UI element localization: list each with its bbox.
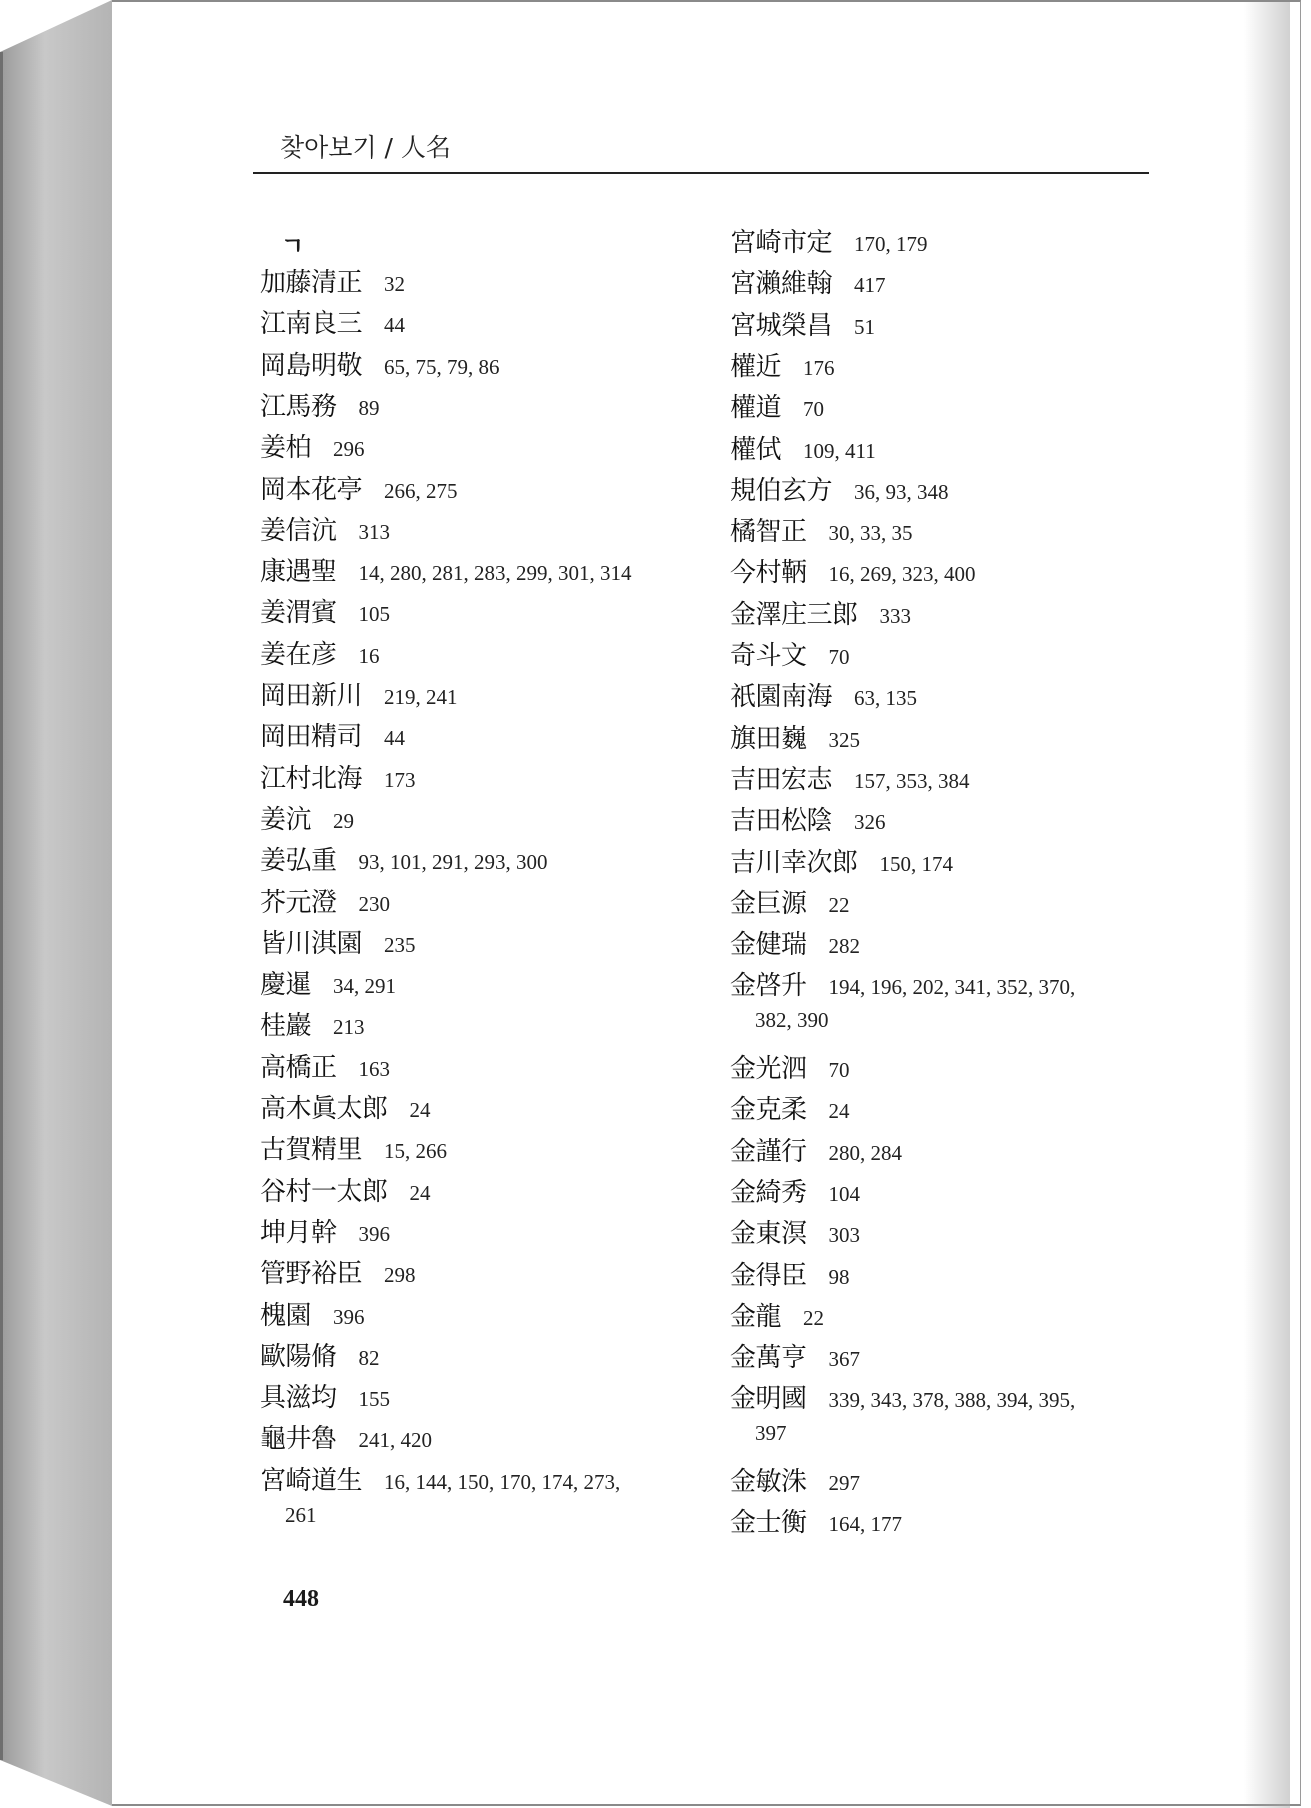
entry-name: 權近 [730, 351, 782, 382]
entry-name: 金萬亨 [730, 1343, 807, 1374]
entry-name: 岡田精司 [260, 722, 363, 753]
entry-pages: 89 [358, 395, 380, 420]
index-entry [260, 1088, 431, 1125]
index-entry [260, 1295, 365, 1332]
entry-name: 姜信沆 [260, 515, 337, 546]
entry-pages: 70 [828, 1058, 850, 1082]
entry-name: 岡田新川 [260, 681, 363, 711]
entry-name: 金健瑞 [730, 930, 807, 961]
entry-name: 岡本花亭 [260, 474, 363, 505]
entry-pages: 219, 241 [384, 685, 458, 709]
entry-name: 金澤庄三郎 [730, 599, 858, 630]
entry-pages: 16 [358, 643, 380, 668]
index-entry [730, 387, 824, 424]
page-edge-shadow [1244, 2, 1290, 1808]
entry-pages: 22 [828, 892, 850, 917]
entry-name: 規伯玄方 [730, 475, 833, 506]
entry-pages: 367 [828, 1347, 861, 1372]
index-entry [260, 551, 632, 588]
entry-name: 金啓升 [730, 971, 807, 1002]
index-entry [730, 470, 949, 507]
page-number: 448 [283, 1586, 319, 1612]
header-rule [253, 172, 1149, 174]
entry-pages: 34, 291 [333, 974, 397, 999]
index-entry [260, 1171, 431, 1208]
entry-pages: 105 [358, 602, 391, 627]
entry-pages: 173 [384, 767, 416, 792]
index-entry [730, 635, 850, 672]
entry-name: 高橋正 [260, 1052, 337, 1083]
index-entry [260, 262, 405, 299]
entry-name: 岡島明敬 [260, 350, 363, 381]
entry-pages: 164, 177 [828, 1512, 903, 1537]
entry-pages: 150, 174 [879, 851, 954, 876]
entry-pages: 16, 144, 150, 170, 174, 273, [384, 1469, 621, 1494]
entry-name: 金明國 [730, 1384, 807, 1415]
index-entry [260, 1253, 416, 1290]
entry-pages: 15, 266 [384, 1139, 448, 1164]
entry-name: 江村北海 [260, 763, 363, 794]
entry-name: 奇斗文 [730, 641, 807, 671]
index-entry [260, 1005, 365, 1042]
entry-pages: 98 [828, 1264, 850, 1289]
index-entry [260, 675, 458, 712]
index-entry [260, 592, 390, 629]
entry-name: 今村鞆 [730, 558, 807, 589]
entry-pages: 396 [358, 1221, 391, 1246]
entry-pages: 30, 33, 35 [828, 521, 913, 546]
entry-name: 姜弘重 [260, 846, 337, 877]
index-entry [730, 1296, 824, 1333]
entry-name: 金龍 [730, 1301, 782, 1332]
entry-name: 加藤清正 [260, 268, 363, 298]
index-entry [730, 305, 875, 342]
index-entry [260, 1336, 380, 1373]
entry-pages: 296 [333, 437, 365, 462]
entry-pages: 104 [828, 1181, 861, 1206]
entry-pages: 44 [384, 726, 406, 751]
entry-pages: 44 [384, 313, 406, 338]
index-entry [260, 345, 500, 382]
entry-name: 姜沆 [260, 804, 312, 835]
book-spine [0, 0, 112, 1806]
index-entry [730, 1131, 902, 1168]
entry-name: 桂巖 [260, 1011, 312, 1042]
entry-pages-continued: 382, 390 [755, 1008, 829, 1033]
entry-pages: 24 [409, 1098, 431, 1122]
entry-pages: 313 [358, 519, 391, 544]
entry-name: 管野裕臣 [260, 1259, 363, 1290]
index-entry [730, 1502, 902, 1539]
entry-name: 皆川淇園 [260, 928, 363, 959]
entry-name: 金謹行 [730, 1136, 807, 1167]
index-entry [730, 1048, 850, 1085]
entry-name: 姜柏 [260, 433, 312, 464]
index-entry [730, 552, 976, 589]
index-entry [730, 1378, 1075, 1446]
entry-name: 金得臣 [730, 1260, 807, 1291]
entry-name: 金東溟 [730, 1219, 807, 1250]
spine-edge [0, 52, 3, 1760]
entry-name: 康遇聖 [260, 557, 337, 588]
index-entry [260, 1212, 390, 1249]
index-entry [730, 429, 876, 466]
entry-name: 古賀精里 [260, 1135, 363, 1166]
entry-pages: 163 [358, 1056, 391, 1081]
index-entry [730, 759, 970, 796]
entry-pages: 32 [384, 272, 406, 296]
entry-pages: 24 [409, 1180, 431, 1205]
entry-pages: 241, 420 [358, 1428, 433, 1453]
entry-pages: 297 [828, 1471, 861, 1495]
entry-name: 金士衡 [730, 1508, 807, 1539]
entry-name: 金綺秀 [730, 1177, 807, 1208]
index-entry [730, 222, 928, 259]
entry-pages: 298 [384, 1263, 416, 1288]
index-entry [730, 676, 917, 713]
entry-name: 金巨源 [730, 888, 807, 919]
entry-name: 金敏洙 [730, 1467, 807, 1497]
index-entry [730, 924, 860, 961]
index-entry [260, 964, 396, 1001]
entry-name: 橘智正 [730, 517, 807, 548]
index-entry [730, 1255, 850, 1292]
index-entry [260, 469, 458, 506]
index-entry [730, 1461, 860, 1498]
entry-pages: 303 [828, 1223, 861, 1248]
entry-pages: 194, 196, 202, 341, 352, 370, [828, 975, 1076, 1000]
entry-name: 江南良三 [260, 309, 363, 340]
entry-pages: 417 [854, 273, 886, 298]
entry-name: 歐陽脩 [260, 1341, 337, 1372]
entry-name: 姜渭賓 [260, 598, 337, 629]
entry-pages: 326 [854, 810, 886, 835]
index-entry [260, 1129, 447, 1166]
entry-name: 龜井魯 [260, 1424, 337, 1455]
entry-name: 金光泗 [730, 1054, 807, 1084]
index-entry [260, 510, 390, 547]
index-entry [260, 840, 548, 877]
index-entry [260, 758, 416, 795]
index-entry [260, 923, 416, 960]
entry-name: 宮崎道生 [260, 1465, 363, 1496]
index-entry [260, 882, 390, 919]
entry-pages: 396 [333, 1304, 365, 1329]
entry-name: 谷村一太郎 [260, 1176, 388, 1207]
index-entry [730, 346, 835, 383]
entry-pages: 22 [803, 1305, 825, 1330]
entry-pages: 70 [803, 397, 825, 422]
entry-name: 吉田宏志 [730, 764, 833, 795]
entry-pages: 333 [879, 603, 912, 628]
entry-pages: 176 [803, 355, 835, 380]
entry-pages: 36, 93, 348 [854, 479, 949, 504]
entry-pages: 63, 135 [854, 686, 918, 711]
entry-pages: 155 [358, 1387, 391, 1412]
entry-name: 權道 [730, 393, 782, 424]
page-header: 찾아보기 / 人名 [280, 133, 451, 162]
index-entry [730, 511, 913, 548]
entry-name: 慶暹 [260, 970, 312, 1001]
entry-pages: 235 [384, 932, 416, 957]
entry-pages: 65, 75, 79, 86 [384, 354, 500, 379]
index-entry [730, 883, 850, 920]
entry-name: 具滋均 [260, 1383, 337, 1414]
index-entry [730, 263, 886, 300]
entry-pages: 14, 280, 281, 283, 299, 301, 314 [358, 561, 632, 586]
entry-pages: 70 [828, 645, 850, 669]
entry-name: 芥元澄 [260, 887, 337, 918]
entry-pages: 339, 343, 378, 388, 394, 395, [828, 1388, 1076, 1413]
entry-name: 祇園南海 [730, 682, 833, 713]
entry-name: 宮城榮昌 [730, 310, 833, 341]
entry-pages: 29 [333, 808, 355, 833]
entry-name: 槐園 [260, 1300, 312, 1331]
entry-name: 權侙 [730, 434, 782, 465]
index-entry [730, 965, 1075, 1033]
entry-name: 吉田松陰 [730, 806, 833, 837]
index-entry [260, 799, 354, 836]
entry-name: 坤月幹 [260, 1217, 337, 1248]
index-entry [260, 716, 405, 753]
index-entry [260, 1377, 390, 1414]
entry-pages-continued: 261 [285, 1502, 317, 1527]
index-entry [730, 1337, 860, 1374]
index-entry [730, 1172, 860, 1209]
entry-pages: 109, 411 [803, 438, 876, 463]
index-entry [730, 800, 886, 837]
index-entry [260, 386, 380, 423]
entry-pages: 280, 284 [828, 1140, 903, 1165]
entry-pages: 157, 353, 384 [854, 768, 970, 793]
entry-pages: 16, 269, 323, 400 [828, 562, 976, 587]
entry-pages: 51 [854, 314, 876, 339]
index-entry [260, 303, 405, 340]
entry-name: 宮瀨維翰 [730, 269, 833, 300]
entry-name: 高木眞太郎 [260, 1094, 388, 1124]
entry-name: 江馬務 [260, 391, 337, 422]
index-entry [730, 1089, 850, 1126]
entry-name: 旗田巍 [730, 723, 807, 754]
entry-pages: 325 [828, 727, 861, 752]
index-entry [260, 1418, 432, 1455]
entry-pages: 213 [333, 1015, 365, 1040]
index-entry [260, 427, 365, 464]
entry-pages: 230 [358, 891, 391, 916]
index-entry [730, 842, 953, 879]
entry-name: 姜在彦 [260, 639, 337, 670]
entry-pages: 170, 179 [854, 232, 928, 256]
index-entry [260, 634, 380, 671]
entry-name: 吉川幸次郎 [730, 847, 858, 878]
index-entry [260, 1460, 620, 1528]
entry-name: 宮崎市定 [730, 228, 833, 258]
index-entry [730, 594, 911, 631]
index-entry [730, 1213, 860, 1250]
entry-pages: 93, 101, 291, 293, 300 [358, 850, 548, 875]
entry-pages-continued: 397 [755, 1421, 787, 1446]
entry-pages: 282 [828, 934, 861, 959]
entry-pages: 82 [358, 1345, 380, 1370]
section-letter: ㄱ [281, 232, 305, 260]
entry-name: 金克柔 [730, 1095, 807, 1126]
index-entry [730, 718, 860, 755]
entry-pages: 24 [828, 1099, 850, 1124]
index-entry [260, 1047, 390, 1084]
entry-pages: 266, 275 [384, 478, 458, 503]
